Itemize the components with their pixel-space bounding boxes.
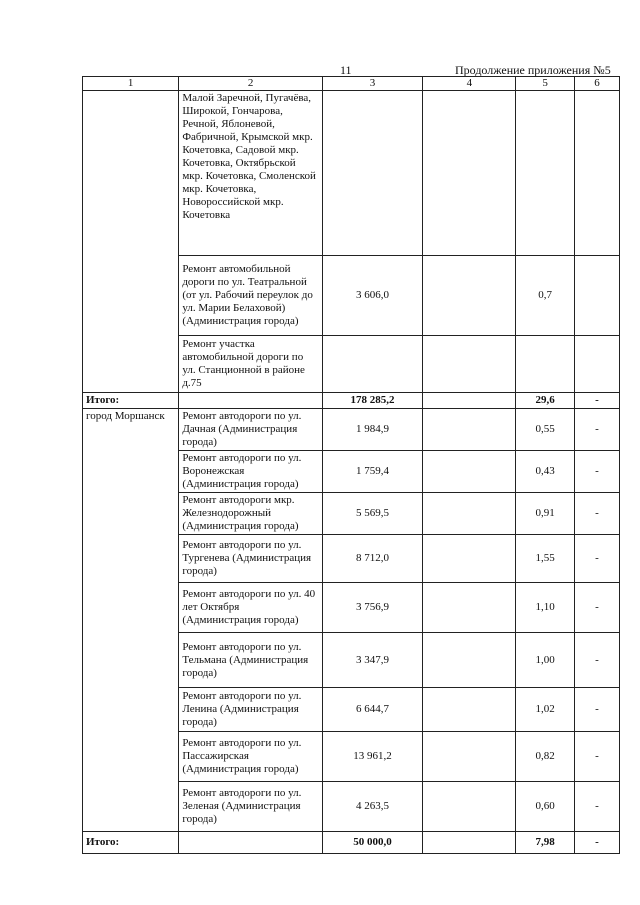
total-column-6: - (574, 393, 619, 409)
total-row (83, 832, 620, 854)
length-cell: 1,55 (516, 535, 574, 583)
column-number: 6 (574, 77, 619, 91)
object-name: Ремонт автодороги по ул. Тургенева (Администрация города) (179, 535, 322, 583)
object-name: Малой Заречной, Пугачёва, Широкой, Гончарова, Речной, Яблоневой, Фабричной, Крымской мкр. Кочетовка, Садовой мкр. Кочетовка, Октябрьской мкр. Кочетовка, Смоленской мкр. Кочетовка, Новороссийской мкр. Кочетовка (179, 91, 322, 256)
length-cell: 0,82 (516, 732, 574, 782)
column-number: 1 (83, 77, 179, 91)
object-name: Ремонт автодороги по ул. Пассажирская (Администрация города) (179, 732, 322, 782)
municipality-name: город Моршанск (83, 409, 179, 832)
object-name: Ремонт автодороги по ул. Тельмана (Администрация города) (179, 633, 322, 688)
column-6-cell (574, 91, 619, 256)
amount-cell: 1 759,4 (322, 451, 422, 493)
column-number-row (83, 77, 620, 91)
column-number: 3 (322, 77, 422, 91)
amount-cell: 4 263,5 (322, 782, 422, 832)
total-row (83, 393, 620, 409)
amount-cell: 3 347,9 (322, 633, 422, 688)
total-label: Итого: (83, 832, 179, 854)
column-4-cell (423, 688, 516, 732)
column-6-cell: - (574, 493, 619, 535)
amount-cell (322, 91, 422, 256)
total-length: 29,6 (516, 393, 574, 409)
length-cell: 0,60 (516, 782, 574, 832)
object-name: Ремонт автодороги по ул. 40 лет Октября (Администрация города) (179, 583, 322, 633)
length-cell (516, 336, 574, 393)
appendix-continuation-note: Продолжение приложения №5 (455, 63, 611, 77)
object-name: Ремонт автодороги по ул. Зеленая (Администрация города) (179, 782, 322, 832)
column-number: 5 (516, 77, 574, 91)
column-4-cell (423, 633, 516, 688)
amount-cell: 5 569,5 (322, 493, 422, 535)
column-6-cell: - (574, 583, 619, 633)
total-empty-cell (423, 393, 516, 409)
column-6-cell: - (574, 688, 619, 732)
column-4-cell (423, 782, 516, 832)
total-empty-cell (179, 393, 322, 409)
length-cell (516, 91, 574, 256)
column-number: 2 (179, 77, 322, 91)
object-name: Ремонт автодороги по ул. Воронежская (Администрация города) (179, 451, 322, 493)
column-6-cell: - (574, 535, 619, 583)
total-empty-cell (179, 832, 322, 854)
amount-cell: 8 712,0 (322, 535, 422, 583)
column-6-cell: - (574, 732, 619, 782)
column-6-cell (574, 336, 619, 393)
object-name: Ремонт автодороги мкр. Железнодорожный (Администрация города) (179, 493, 322, 535)
column-4-cell (423, 493, 516, 535)
column-6-cell: - (574, 633, 619, 688)
length-cell: 0,91 (516, 493, 574, 535)
municipality-cell-empty (83, 91, 179, 393)
total-amount: 178 285,2 (322, 393, 422, 409)
amount-cell: 13 961,2 (322, 732, 422, 782)
column-4-cell (423, 91, 516, 256)
total-label: Итого: (83, 393, 179, 409)
table-row (83, 91, 620, 256)
column-6-cell: - (574, 409, 619, 451)
length-cell: 0,55 (516, 409, 574, 451)
amount-cell: 3 606,0 (322, 256, 422, 336)
object-name: Ремонт автодороги по ул. Ленина (Администрация города) (179, 688, 322, 732)
column-4-cell (423, 732, 516, 782)
column-4-cell (423, 336, 516, 393)
column-6-cell: - (574, 451, 619, 493)
object-name: Ремонт автодороги по ул. Дачная (Администрация города) (179, 409, 322, 451)
length-cell: 0,7 (516, 256, 574, 336)
column-4-cell (423, 583, 516, 633)
object-name: Ремонт участка автомобильной дороги по ул. Станционной в районе д.75 (179, 336, 322, 393)
page-number: 11 (340, 63, 352, 77)
object-name: Ремонт автомобильной дороги по ул. Театральной (от ул. Рабочий переулок до ул. Марии Белаховой) (Администрация города) (179, 256, 322, 336)
amount-cell: 1 984,9 (322, 409, 422, 451)
total-length: 7,98 (516, 832, 574, 854)
column-4-cell (423, 256, 516, 336)
amount-cell (322, 336, 422, 393)
total-empty-cell (423, 832, 516, 854)
table-row (83, 409, 620, 451)
column-4-cell (423, 409, 516, 451)
column-4-cell (423, 535, 516, 583)
amount-cell: 3 756,9 (322, 583, 422, 633)
column-6-cell: - (574, 782, 619, 832)
total-amount: 50 000,0 (322, 832, 422, 854)
road-repair-table (82, 76, 620, 854)
total-column-6: - (574, 832, 619, 854)
column-6-cell (574, 256, 619, 336)
column-number: 4 (423, 77, 516, 91)
column-4-cell (423, 451, 516, 493)
length-cell: 1,10 (516, 583, 574, 633)
length-cell: 1,02 (516, 688, 574, 732)
length-cell: 0,43 (516, 451, 574, 493)
length-cell: 1,00 (516, 633, 574, 688)
amount-cell: 6 644,7 (322, 688, 422, 732)
